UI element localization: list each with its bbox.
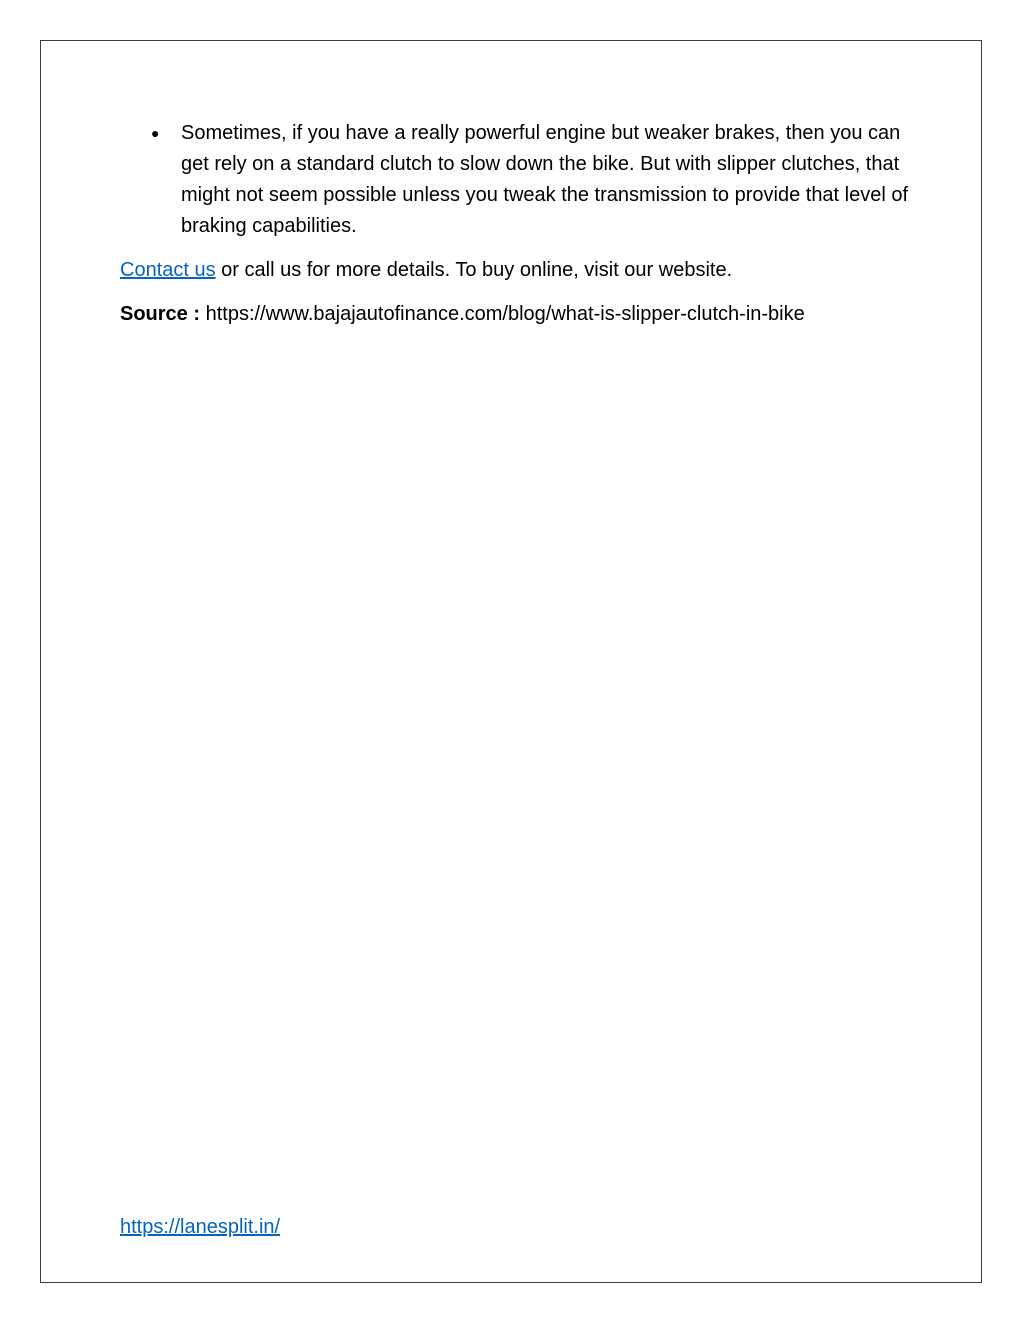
contact-paragraph [120,255,910,286]
source-paragraph [120,299,910,330]
bullet-text: Sometimes, if you have a really powerful engine but weaker brakes, then you can get rely on a standard clutch to slow down the bike. But with slipper clutches, that might not seem possible unless you tweak the transmission to provide that level of braking capabilities. [181,122,909,237]
footer-link[interactable]: https://lanesplit.in/ [120,1216,281,1238]
page-content [120,118,910,330]
bullet-icon: ● [151,125,160,141]
list-item [120,118,910,242]
source-label: Source : [120,303,201,325]
footer [120,1212,280,1243]
source-url: https://www.bajajautofinance.com/blog/what-is-slipper-clutch-in-bike [200,303,805,325]
contact-paragraph-text: or call us for more details. To buy online, visit our website. [215,259,733,281]
bullet-list [120,118,910,242]
contact-us-link[interactable]: Contact us [120,259,216,281]
